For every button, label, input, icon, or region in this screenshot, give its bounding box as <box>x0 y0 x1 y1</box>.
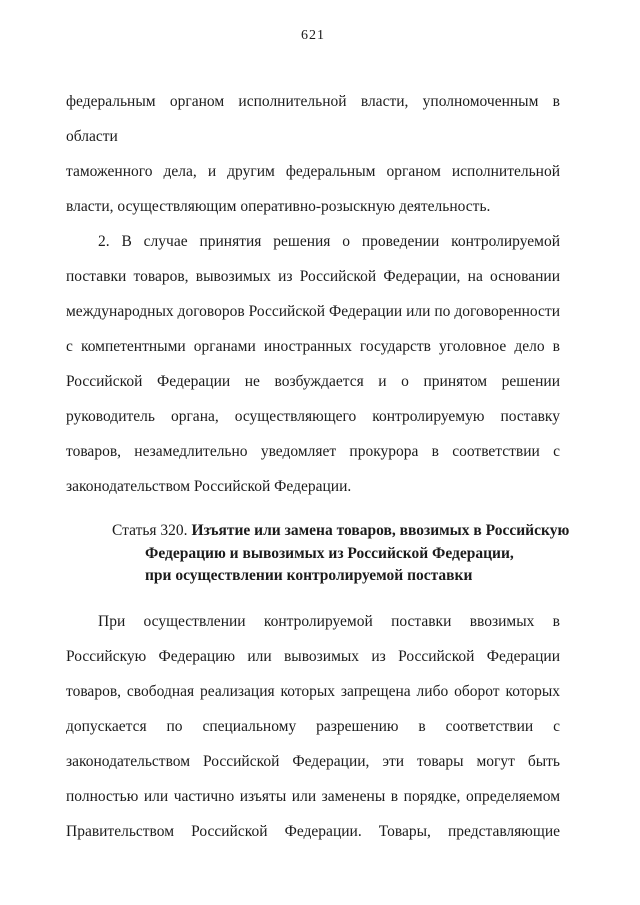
text-line: товаров, незамедлительно уведомляет прокурора в соответствии с <box>66 443 560 460</box>
paragraph-continuation <box>66 84 560 224</box>
text-column <box>66 28 570 849</box>
heading-line <box>112 520 570 543</box>
text-line: допускается по специальному разрешению в соответствии с <box>66 717 560 735</box>
paragraph-article-body <box>66 604 560 849</box>
text-line: законодательством Российской Федерации, эти товары могут быть <box>66 752 560 770</box>
heading-line: Федерацию и вывозимых из Российской Федерации, <box>145 544 514 562</box>
text-line: таможенного дела, и другим федеральным органом исполнительной <box>66 163 560 180</box>
text-line: Российской Федерации не возбуждается и о принятом решении <box>66 373 560 390</box>
text-line: с компетентными органами иностранных государств уголовное дело в <box>66 338 560 355</box>
text-line: Российскую Федерацию или вывозимых из Российской Федерации <box>66 647 560 665</box>
paragraph-clause-2 <box>66 224 560 504</box>
text-line: Правительством Российской Федерации. Товары, представляющие <box>66 822 560 840</box>
text-line: власти, осуществляющим оперативно-розыскную деятельность. <box>66 198 491 215</box>
text-line: полностью или частично изъяты или заменены в порядке, определяемом <box>66 787 560 805</box>
article-number-label: Статья 320. <box>112 522 188 539</box>
text-line: поставки товаров, вывозимых из Российской Федерации, на основании <box>66 268 560 285</box>
text-line: При осуществлении контролируемой поставки ввозимых в <box>98 612 560 630</box>
text-line: 2. В случае принятия решения о проведении контролируемой <box>98 233 560 250</box>
text-line: международных договоров Российской Федерации или по договоренности <box>66 303 560 320</box>
text-line: федеральным органом исполнительной власти, уполномоченным в области <box>66 93 560 145</box>
text-line: руководитель органа, осуществляющего контролируемую поставку <box>66 408 560 425</box>
heading-line: при осуществлении контролируемой поставки <box>145 567 473 584</box>
page-number: 621 <box>301 28 325 43</box>
article-320-heading <box>112 520 570 588</box>
heading-title-part: Изъятие или замена товаров, ввозимых в Российскую <box>191 522 570 539</box>
text-line: законодательством Российской Федерации. <box>66 478 352 495</box>
text-line: товаров, свободная реализация которых запрещена либо оборот которых <box>66 682 560 700</box>
